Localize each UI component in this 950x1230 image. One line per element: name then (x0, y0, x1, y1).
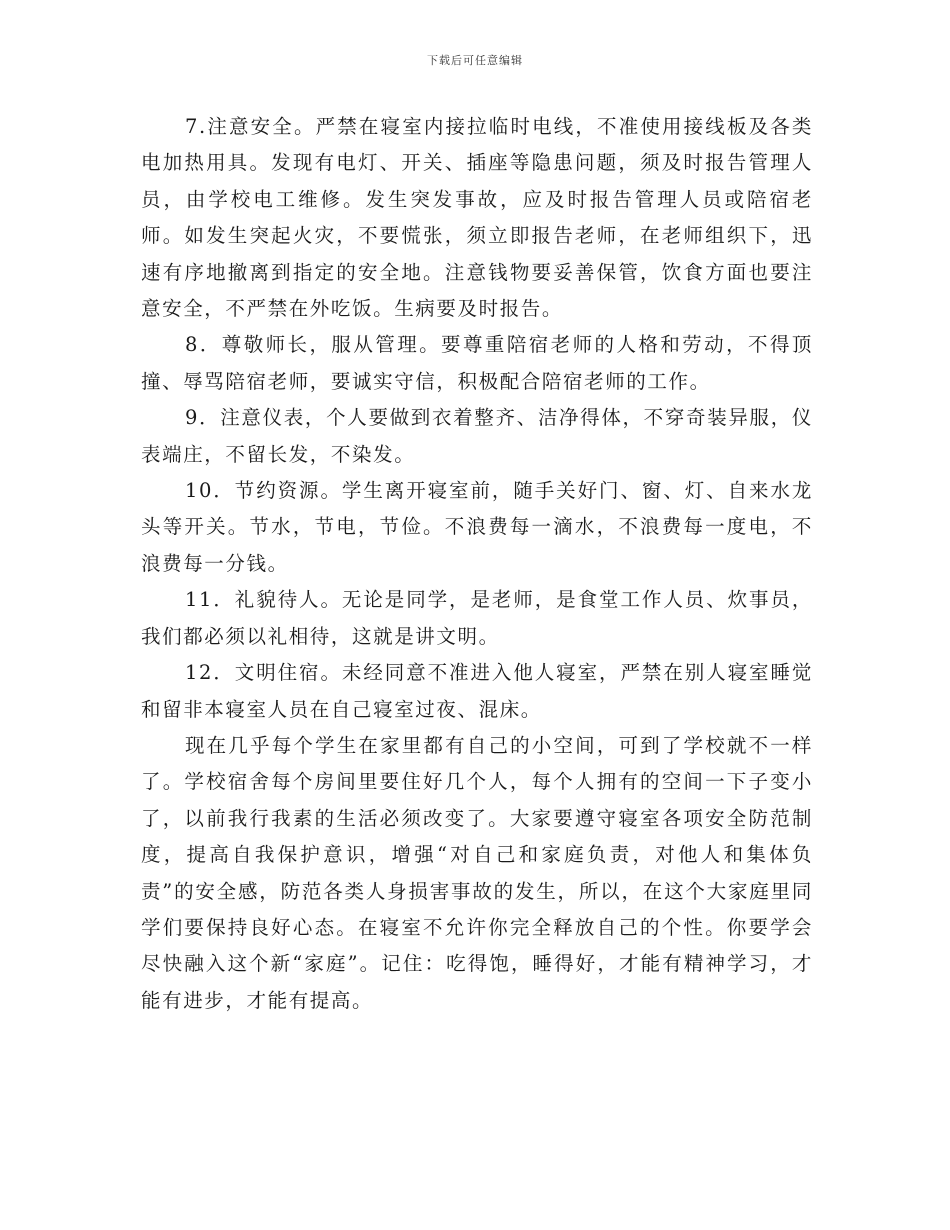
document-body (141, 109, 813, 1019)
paragraph-civil-lodging-rule: 12．文明住宿。未经同意不准进入他人寝室，严禁在别人寝室睡觉和留非本寝室人员在自己寝室过夜、混床。 (141, 661, 813, 721)
paragraph-save-resources-rule: 10．节约资源。学生离开寝室前，随手关好门、窗、灯、自来水龙头等开关。节水，节电，节俭。不浪费每一滴水，不浪费每一度电，不浪费每一分钱。 (141, 479, 813, 575)
paragraph-safety-rule: 7.注意安全。严禁在寝室内接拉临时电线，不准使用接线板及各类电加热用具。发现有电灯、开关、插座等隐患问题，须及时报告管理人员，由学校电工维修。发生突发事故，应及时报告管理人员或陪宿老师。如发生突起火灾，不要慌张，须立即报告老师，在老师组织下，迅速有序地撤离到指定的安全地。注意钱物要妥善保管，饮食方面也要注意安全，不严禁在外吃饭。生病要及时报告。 (141, 115, 813, 321)
paragraph-closing-advice: 现在几乎每个学生在家里都有自己的小空间，可到了学校就不一样了。学校宿舍每个房间里要住好几个人，每个人拥有的空间一下子变小了，以前我行我素的生活必须改变了。大家要遵守寝室各项安全防范制度，提高自我保护意识，增强“对自己和家庭负责，对他人和集体负责”的安全感，防范各类人身损害事故的发生，所以，在这个大家庭里同学们要保持良好心态。在寝室不允许你完全释放自己的个性。你要学会尽快融入这个新“家庭”。记住：吃得饱，睡得好，才能有精神学习，才能有进步，才能有提高。 (141, 733, 813, 1012)
paragraph-respect-teachers-rule: 8．尊敬师长，服从管理。要尊重陪宿老师的人格和劳动，不得顶撞、辱骂陪宿老师，要诚实守信，积极配合陪宿老师的工作。 (141, 333, 813, 393)
page-header: 下载后可任意编辑 (427, 54, 523, 67)
paragraph-courtesy-rule: 11．礼貌待人。无论是同学，是老师，是食堂工作人员、炊事员，我们都必须以礼相待，这就是讲文明。 (141, 588, 813, 648)
paragraph-appearance-rule: 9．注意仪表，个人要做到衣着整齐、洁净得体，不穿奇装异服，仪表端庄，不留长发，不染发。 (141, 406, 813, 466)
